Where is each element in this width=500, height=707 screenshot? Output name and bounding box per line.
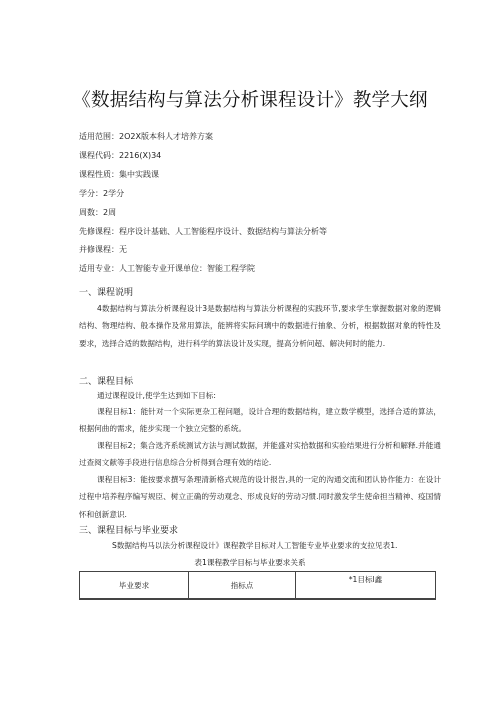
- course-goal-1-text: 课程目标1：能针对一个实际更杂工程问题，设计合理的数据结构，建立数学模型，选择合适的算法，根据何曲的需求，能步实现一个独立完整的系统。: [79, 407, 441, 434]
- meta-prerequisites: 先修课程：程序设计基础、人工智能程序设计、数据结构与算法分析等: [79, 226, 327, 236]
- course-goals-intro: 通过课程设计,使学生达到如下目标:: [97, 391, 216, 400]
- course-goal-2-text: 课程目标2；集合选齐系统测试方法与测试数据，并能盛对实拾数据和实验结果进行分析和解释.并能通过查阅文献等手段进行信息综合分析得到合理有效的结论.: [79, 441, 441, 468]
- course-goal-3: [79, 471, 441, 523]
- course-goal-2: [79, 437, 441, 472]
- course-goal-1: [79, 403, 441, 438]
- meta-scope: 适用范围：2O2X版本科人才培养方案: [79, 132, 213, 141]
- table-header-indicator: 指标点: [189, 572, 296, 599]
- table-header-course-goal: *1目标l鑫: [296, 572, 436, 599]
- meta-corequisites: 并修课程：无: [79, 245, 127, 255]
- course-goal-3-text: 课程目标3：能按要求撰写条理清新格式规范的设计报告,具的一定的沟通交流和团认协作能力：在设计过程中培养程序编写规臣、树立正确的劳动观念、形成良好的劳动习惯.同时激发学生使命担当精神、疫国情怀和创新意识.: [79, 475, 441, 519]
- section-heading-goals-requirements: 三、课程目标与毕业要求: [79, 526, 179, 536]
- table-bottom-rule: [79, 599, 436, 600]
- table-caption: 表1课程教学目标与毕业要求关系: [194, 558, 306, 567]
- section-heading-course-goals: 二、课程目标: [79, 377, 134, 387]
- table-header-row: [80, 572, 436, 599]
- goals-requirements-table: [79, 571, 436, 599]
- goals-requirements-intro: S数据结构马以法分析课程设计》课程教学目标对人工智能专业毕业要求的支拉见表1.: [112, 541, 398, 550]
- meta-course-nature: 课程性质：集中实践课: [79, 169, 159, 179]
- meta-credits: 学分：2学分: [79, 188, 125, 198]
- document-title: 《数据结构与算法分析课程设计》教学大纲: [72, 90, 428, 111]
- course-meta: [79, 128, 479, 279]
- course-description-text: 4数据结构与算法分析课程设计3是数据结构与算法分析课程的实践环节,要求学生掌握数据对象的逻辑结构、物理结构、般本操作及常用算法，能辨将实际问璃中的数据进行抽象、分析，根据数据对象的特性及要求，选择合适的数据结构，进行科学的算法设计及实现，提高分析问超、解决何时的能力.: [79, 304, 441, 348]
- meta-major-unit: 适用专业：人工智能专业开课单位：智能工程学院: [79, 264, 255, 274]
- course-description-paragraph: [79, 300, 441, 352]
- meta-course-code: 课程代码：2216(X)34: [79, 150, 162, 160]
- meta-weeks: 周数：2周: [79, 207, 117, 217]
- section-heading-course-description: 一、课程说明: [79, 288, 134, 298]
- table-header-graduation-requirement: 毕业要求: [80, 572, 189, 599]
